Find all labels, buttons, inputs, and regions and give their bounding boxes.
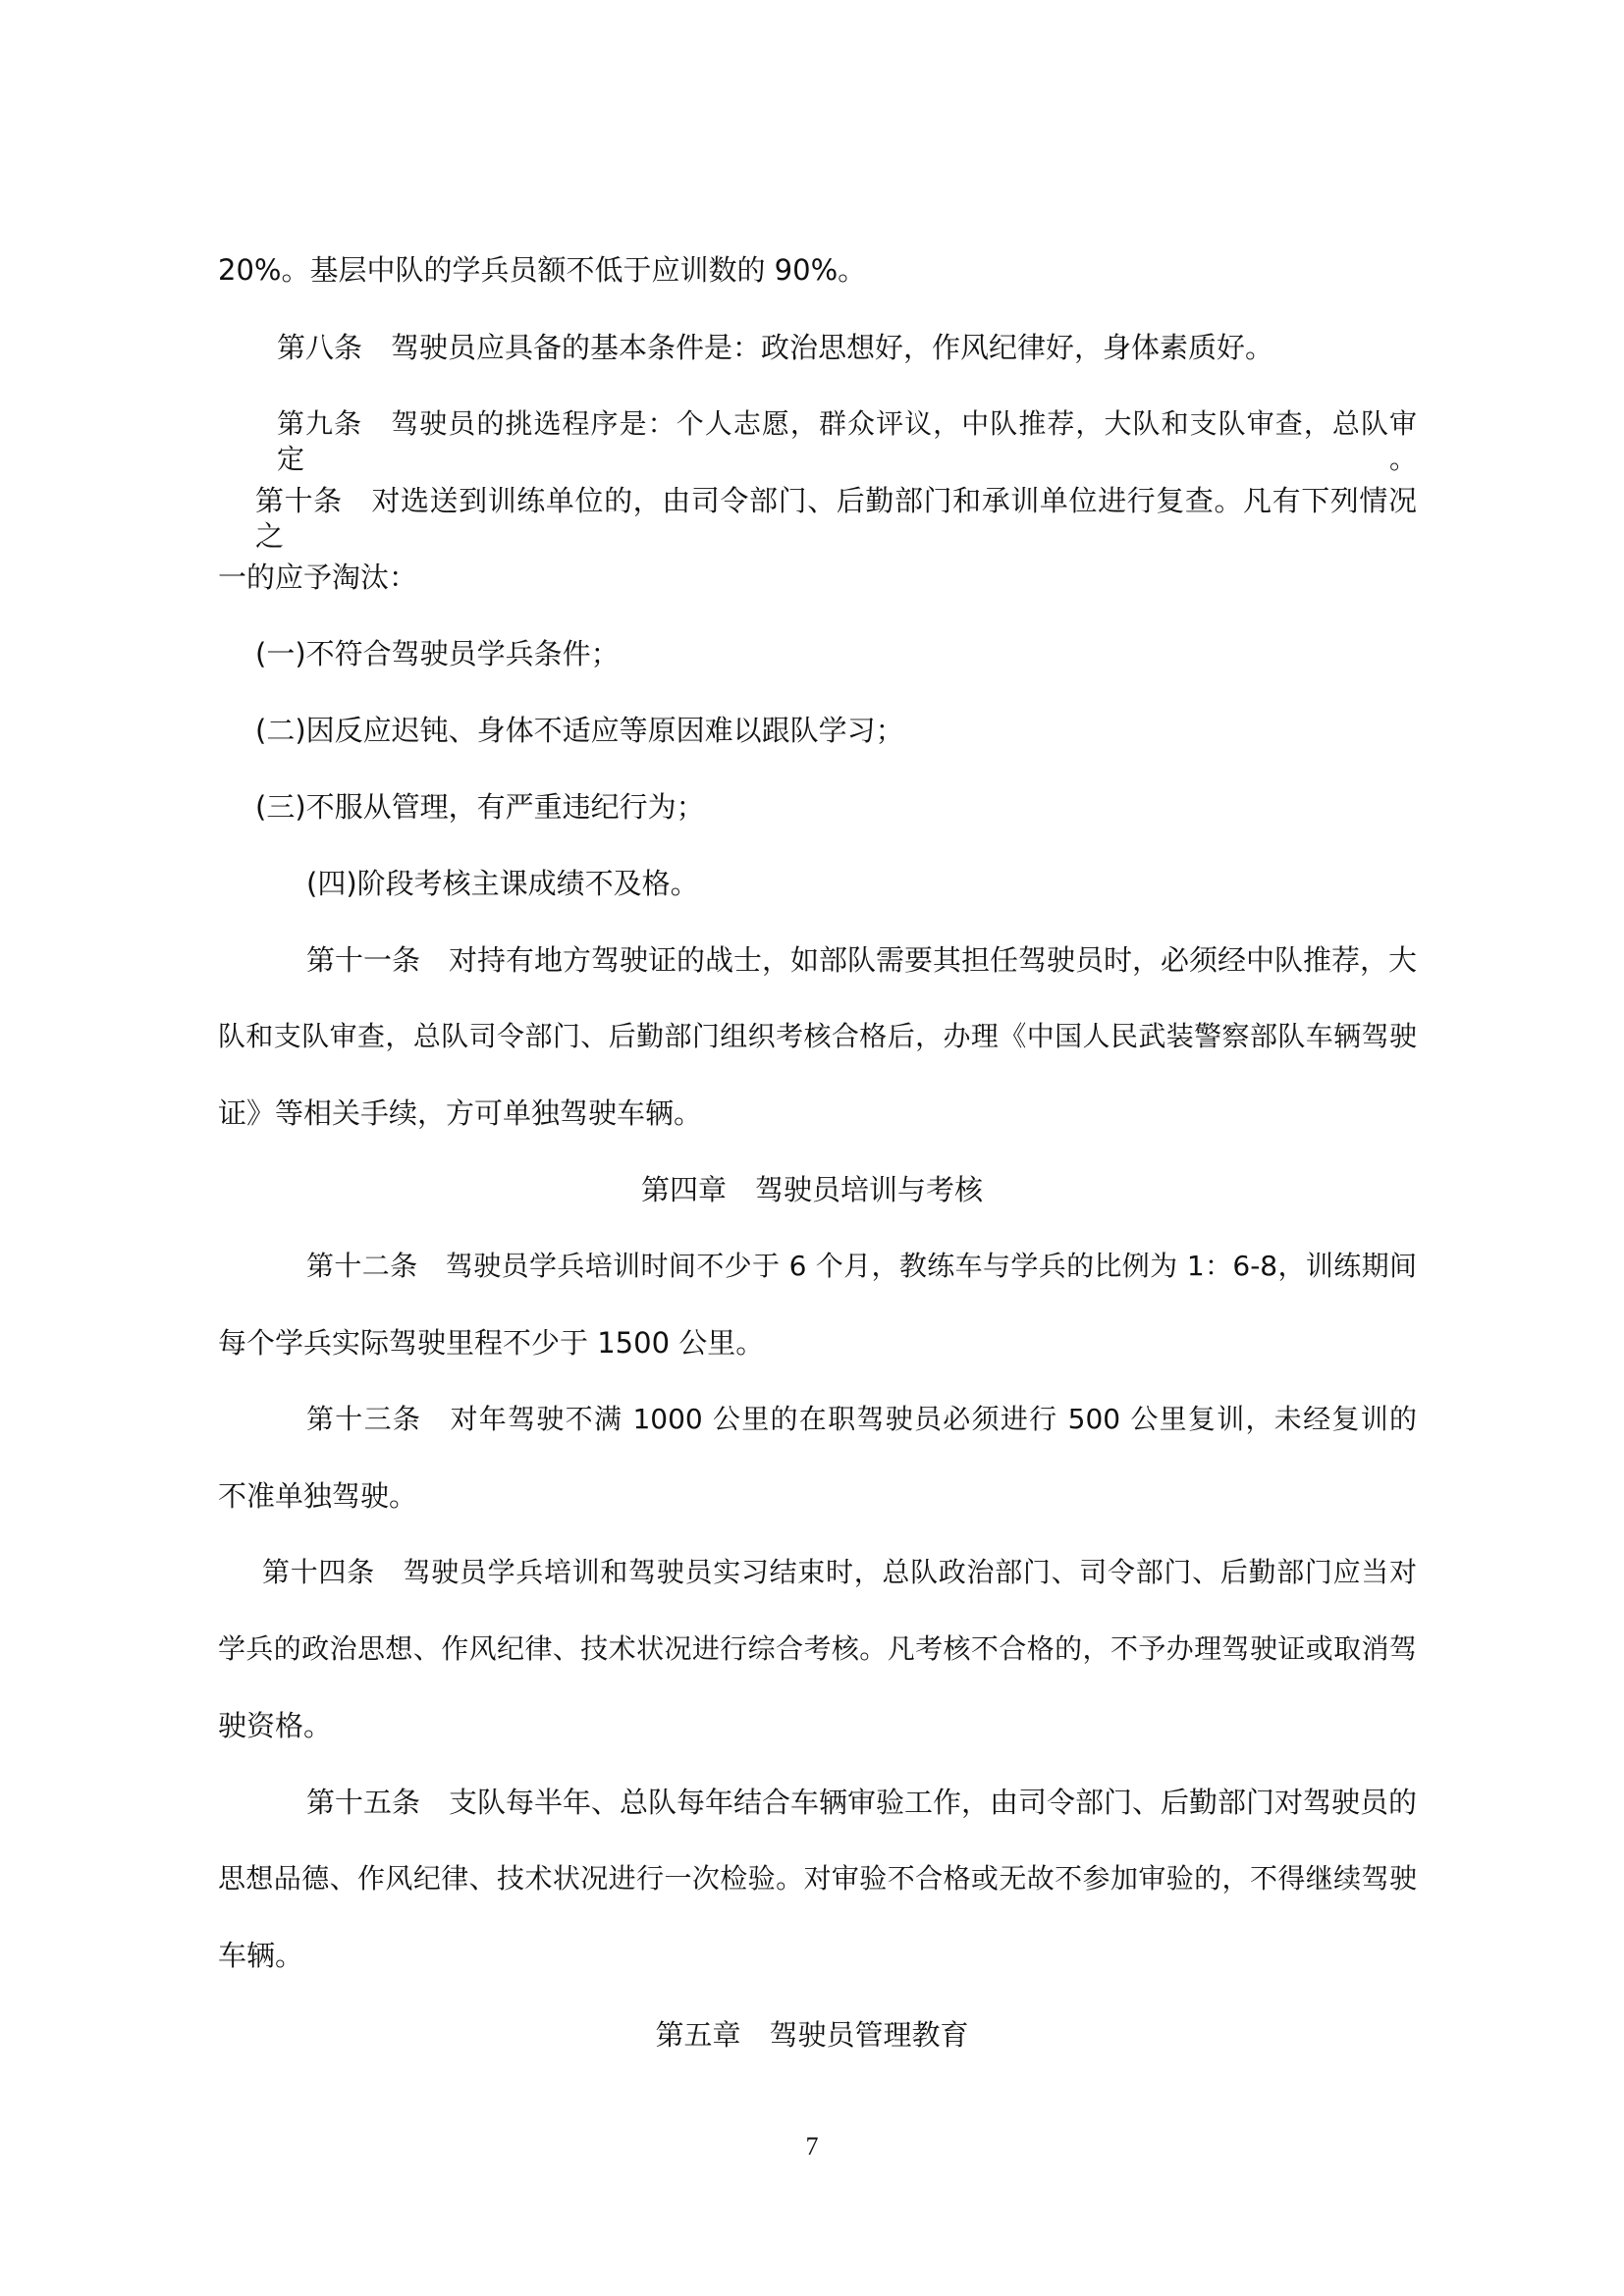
chapter-heading: 第五章 驾驶员管理教育 [655,2018,969,2052]
list-item: (三)不服从管理，有严重违纪行为； [255,790,705,824]
article-8: 第八条 驾驶员应具备的基本条件是：政治思想好，作风纪律好，身体素质好。 [277,331,1274,364]
chapter-heading: 第四章 驾驶员培训与考核 [640,1173,983,1206]
paragraph-line: 队和支队审查，总队司令部门、后勤部门组织考核合格后，办理《中国人民武装警察部队车辆驾驶 [218,1020,1417,1052]
paragraph-line: 不准单独驾驶。 [218,1479,418,1513]
paragraph-line: 车辆。 [218,1939,304,1972]
list-item: (一)不符合驾驶员学兵条件； [255,637,620,670]
list-item: (四)阶段考核主课成绩不及格。 [306,867,699,900]
paragraph-line: 每个学兵实际驾驶里程不少于 1500 公里。 [218,1326,765,1360]
paragraph-line: 驶资格。 [218,1709,333,1742]
list-item: (二)因反应迟钝、身体不适应等原因难以跟队学习； [255,714,904,747]
paragraph-line: 学兵的政治思想、作风纪律、技术状况进行综合考核。凡考核不合格的，不予办理驾驶证或取消驾 [218,1632,1417,1665]
article-14: 第十四条 驾驶员学兵培训和驾驶员实习结束时，总队政治部门、司令部门、后勤部门应当对 [262,1556,1417,1588]
paragraph-line: 20%。基层中队的学兵员额不低于应训数的 90%。 [218,253,867,287]
paragraph-line: 思想品德、作风纪律、技术状况进行一次检验。对审验不合格或无故不参加审验的，不得继续驾驶 [218,1862,1417,1895]
article-11: 第十一条 对持有地方驾驶证的战士，如部队需要其担任驾驶员时，必须经中队推荐，大 [306,943,1418,977]
article-15: 第十五条 支队每半年、总队每年结合车辆审验工作，由司令部门、后勤部门对驾驶员的 [306,1786,1418,1819]
page-number: 7 [805,2132,819,2161]
article-12: 第十二条 驾驶员学兵培训时间不少于 6 个月，教练车与学兵的比例为 1：6-8，训练期间 [306,1250,1417,1282]
article-9: 第九条 驾驶员的挑选程序是：个人志愿，群众评议，中队推荐，大队和支队审查，总队审定。 [277,407,1417,475]
article-13: 第十三条 对年驾驶不满 1000 公里的在职驾驶员必须进行 500 公里复训，未经复训的 [306,1403,1417,1435]
article-10: 第十条 对选送到训练单位的，由司令部门、后勤部门和承训单位进行复查。凡有下列情况之 [255,484,1417,553]
paragraph-line: 一的应予淘汰： [218,561,418,594]
paragraph-line: 证》等相关手续，方可单独驾驶车辆。 [218,1096,703,1130]
